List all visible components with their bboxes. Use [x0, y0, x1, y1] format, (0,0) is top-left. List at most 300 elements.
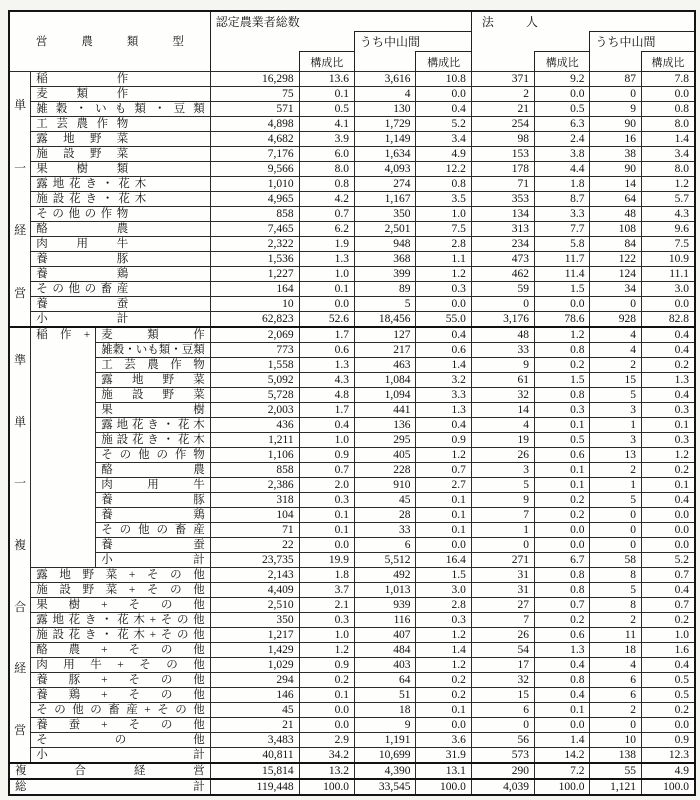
- header-spacer: [355, 52, 416, 72]
- value-cell-ratio: 3.3: [535, 207, 590, 222]
- value-cell-corporation-hilly: 0: [590, 523, 642, 538]
- value-cell-ratio: 3.8: [535, 147, 590, 162]
- value-cell-certified-total: 5,092: [210, 373, 299, 388]
- value-cell-ratio: 0.0: [535, 297, 590, 312]
- value-cell-ratio: 1.5: [535, 373, 590, 388]
- value-cell-ratio: 3.5: [416, 192, 471, 207]
- value-cell-corporation: 573: [471, 748, 534, 764]
- value-cell-corporation: 2: [471, 87, 534, 102]
- value-cell-corporation: 59: [471, 282, 534, 297]
- value-cell-ratio: 0.7: [535, 598, 590, 613]
- value-cell-certified-total: 571: [210, 102, 299, 117]
- table-row: [9, 748, 695, 764]
- value-cell-ratio: 0.0: [299, 718, 354, 733]
- value-cell-corporation: 462: [471, 267, 534, 282]
- table-row: [9, 598, 695, 613]
- value-cell-hilly-area: 399: [355, 267, 416, 282]
- strip-character: 営: [14, 286, 27, 301]
- value-cell-ratio: 4.9: [641, 763, 695, 779]
- value-cell-ratio: 0.0: [641, 87, 695, 102]
- value-cell-ratio: 0.1: [535, 418, 590, 433]
- value-cell-corporation: 26: [471, 448, 534, 463]
- value-cell-ratio: 0.1: [641, 418, 695, 433]
- value-cell-corporation: 9: [471, 358, 534, 373]
- row-label: 養 鶏: [31, 267, 211, 282]
- value-cell-corporation-hilly: 10: [590, 733, 642, 748]
- value-cell-ratio: 12.2: [416, 162, 471, 177]
- value-cell-hilly-area: 295: [355, 433, 416, 448]
- value-cell-ratio: 0.7: [641, 568, 695, 583]
- value-cell-corporation-hilly: 8: [590, 568, 642, 583]
- value-cell-corporation: 271: [471, 553, 534, 568]
- table-row: [9, 177, 695, 192]
- table-row: [9, 448, 695, 463]
- value-cell-hilly-area: 2,501: [355, 222, 416, 237]
- table-row: [9, 388, 695, 403]
- value-cell-ratio: 1.2: [416, 448, 471, 463]
- table-row: [9, 403, 695, 418]
- value-cell-ratio: 14.2: [535, 748, 590, 764]
- row-label: そ の 他 の 畜 産: [96, 523, 211, 538]
- table-row: [9, 267, 695, 282]
- row-label: そ の 他 の 作 物: [31, 207, 211, 222]
- value-cell-ratio: 0.4: [299, 418, 354, 433]
- value-cell-ratio: 0.0: [641, 508, 695, 523]
- value-cell-corporation-hilly: 1: [590, 478, 642, 493]
- value-cell-ratio: 0.4: [641, 327, 695, 343]
- table-row: [9, 628, 695, 643]
- strip-character: 合: [14, 599, 27, 614]
- value-cell-ratio: 0.2: [535, 508, 590, 523]
- value-cell-corporation-hilly: 5: [590, 493, 642, 508]
- value-cell-certified-total: 40,811: [210, 748, 299, 764]
- header-spacer: [590, 52, 642, 72]
- value-cell-ratio: 1.0: [299, 433, 354, 448]
- value-cell-corporation: 234: [471, 237, 534, 252]
- value-cell-ratio: 0.0: [535, 523, 590, 538]
- value-cell-certified-total: 21: [210, 718, 299, 733]
- value-cell-ratio: 1.3: [299, 252, 354, 267]
- value-cell-ratio: 0.7: [641, 598, 695, 613]
- value-cell-certified-total: 1,558: [210, 358, 299, 373]
- value-cell-corporation: 31: [471, 583, 534, 598]
- value-cell-hilly-area: 28: [355, 508, 416, 523]
- value-cell-corporation: 14: [471, 403, 534, 418]
- value-cell-ratio: 1.0: [416, 207, 471, 222]
- value-cell-ratio: 0.2: [416, 673, 471, 688]
- value-cell-corporation-hilly: 13: [590, 448, 642, 463]
- strip-character: 営: [14, 722, 27, 737]
- header-ratio-2: 構成比: [416, 52, 471, 72]
- header-spacer: [535, 32, 590, 52]
- value-cell-corporation-hilly: 90: [590, 117, 642, 132]
- value-cell-corporation-hilly: 2: [590, 463, 642, 478]
- value-cell-corporation: 0: [471, 718, 534, 733]
- value-cell-corporation-hilly: 55: [590, 763, 642, 779]
- value-cell-corporation: 48: [471, 327, 534, 343]
- table-row: [9, 779, 695, 795]
- value-cell-ratio: 1.8: [535, 177, 590, 192]
- value-cell-ratio: 2.8: [416, 237, 471, 252]
- header-spacer: [471, 52, 534, 72]
- value-cell-corporation: 9: [471, 493, 534, 508]
- corporation-label: 法 人: [481, 14, 538, 29]
- value-cell-ratio: 0.1: [416, 523, 471, 538]
- value-cell-ratio: 4.3: [299, 373, 354, 388]
- table-row: [9, 673, 695, 688]
- value-cell-ratio: 0.7: [299, 463, 354, 478]
- row-label: 施 設 花 き ・ 花 木: [31, 192, 211, 207]
- value-cell-corporation: 26: [471, 628, 534, 643]
- row-label: 稲 作: [31, 72, 211, 87]
- value-cell-ratio: 1.2: [641, 177, 695, 192]
- value-cell-certified-total: 318: [210, 493, 299, 508]
- management-type-strip: [9, 72, 31, 328]
- table-row: [9, 553, 695, 568]
- value-cell-certified-total: 1,106: [210, 448, 299, 463]
- value-cell-ratio: 4.3: [641, 207, 695, 222]
- value-cell-hilly-area: 116: [355, 613, 416, 628]
- value-cell-ratio: 0.5: [299, 102, 354, 117]
- value-cell-ratio: 1.5: [416, 568, 471, 583]
- value-cell-ratio: 0.0: [416, 87, 471, 102]
- value-cell-ratio: 0.3: [535, 403, 590, 418]
- value-cell-ratio: 0.1: [641, 478, 695, 493]
- value-cell-ratio: 82.8: [641, 312, 695, 328]
- row-label: 果 樹 類: [31, 162, 211, 177]
- table-row: [9, 703, 695, 718]
- strip-character: 準: [14, 353, 27, 368]
- table-row: [9, 358, 695, 373]
- value-cell-ratio: 6.3: [535, 117, 590, 132]
- value-cell-corporation-hilly: 38: [590, 147, 642, 162]
- value-cell-ratio: 1.4: [416, 358, 471, 373]
- value-cell-ratio: 3.0: [416, 583, 471, 598]
- value-cell-ratio: 0.9: [299, 448, 354, 463]
- value-cell-ratio: 3.3: [416, 388, 471, 403]
- value-cell-hilly-area: 1,167: [355, 192, 416, 207]
- value-cell-corporation-hilly: 3: [590, 403, 642, 418]
- row-label: 露 地 野 菜: [31, 132, 211, 147]
- strip-character: 一: [14, 476, 27, 491]
- value-cell-ratio: 3.7: [299, 583, 354, 598]
- value-cell-certified-total: 1,536: [210, 252, 299, 267]
- value-cell-corporation-hilly: 48: [590, 207, 642, 222]
- value-cell-corporation: 313: [471, 222, 534, 237]
- value-cell-ratio: 0.2: [416, 688, 471, 703]
- value-cell-ratio: 0.6: [299, 343, 354, 358]
- value-cell-corporation-hilly: 122: [590, 252, 642, 267]
- value-cell-ratio: 0.2: [641, 358, 695, 373]
- value-cell-ratio: 7.8: [641, 72, 695, 87]
- value-cell-corporation: 1: [471, 523, 534, 538]
- value-cell-ratio: 0.4: [641, 493, 695, 508]
- table-row: [9, 222, 695, 237]
- value-cell-ratio: 1.5: [535, 282, 590, 297]
- value-cell-hilly-area: 18,456: [355, 312, 416, 328]
- value-cell-hilly-area: 4: [355, 87, 416, 102]
- value-cell-corporation: 134: [471, 207, 534, 222]
- value-cell-ratio: 8.7: [535, 192, 590, 207]
- value-cell-ratio: 0.8: [299, 177, 354, 192]
- value-cell-certified-total: 4,898: [210, 117, 299, 132]
- row-label: 工 芸 農 作 物: [31, 117, 211, 132]
- header-spacer: [471, 32, 534, 52]
- value-cell-ratio: 0.3: [299, 613, 354, 628]
- value-cell-certified-total: 23,735: [210, 553, 299, 568]
- value-cell-ratio: 0.6: [416, 343, 471, 358]
- value-cell-corporation-hilly: 8: [590, 598, 642, 613]
- row-label: 養 豚 + そ の 他: [31, 673, 211, 688]
- value-cell-ratio: 1.4: [535, 733, 590, 748]
- value-cell-corporation-hilly: 0: [590, 718, 642, 733]
- value-cell-corporation-hilly: 84: [590, 237, 642, 252]
- value-cell-hilly-area: 350: [355, 207, 416, 222]
- value-cell-corporation: 4: [471, 418, 534, 433]
- value-cell-certified-total: 104: [210, 508, 299, 523]
- value-cell-certified-total: 2,003: [210, 403, 299, 418]
- value-cell-ratio: 1.7: [299, 403, 354, 418]
- value-cell-certified-total: 1,010: [210, 177, 299, 192]
- value-cell-ratio: 8.0: [641, 162, 695, 177]
- value-cell-ratio: 0.3: [416, 282, 471, 297]
- row-label: 肉 用 牛 + そ の 他: [31, 658, 211, 673]
- row-label: 麦 類 作: [96, 327, 211, 343]
- value-cell-certified-total: 858: [210, 463, 299, 478]
- value-cell-corporation-hilly: 90: [590, 162, 642, 177]
- value-cell-ratio: 0.4: [416, 327, 471, 343]
- row-label: 雑 穀 ・ い も 類 ・ 豆 類: [31, 102, 211, 117]
- value-cell-corporation-hilly: 14: [590, 177, 642, 192]
- value-cell-ratio: 0.1: [299, 282, 354, 297]
- value-cell-ratio: 100.0: [299, 779, 354, 795]
- value-cell-certified-total: 71: [210, 523, 299, 538]
- value-cell-ratio: 5.8: [535, 237, 590, 252]
- value-cell-ratio: 2.7: [416, 478, 471, 493]
- value-cell-ratio: 0.0: [641, 538, 695, 553]
- value-cell-corporation-hilly: 64: [590, 192, 642, 207]
- value-cell-ratio: 10.8: [416, 72, 471, 87]
- value-cell-ratio: 0.0: [416, 538, 471, 553]
- value-cell-corporation-hilly: 6: [590, 688, 642, 703]
- value-cell-ratio: 0.9: [641, 733, 695, 748]
- row-label: 養 蚕: [31, 297, 211, 312]
- value-cell-ratio: 0.0: [299, 538, 354, 553]
- table-row: [9, 207, 695, 222]
- value-cell-corporation: 3,176: [471, 312, 534, 328]
- value-cell-corporation: 254: [471, 117, 534, 132]
- value-cell-hilly-area: 463: [355, 358, 416, 373]
- value-cell-ratio: 3.2: [416, 373, 471, 388]
- table-row: [9, 343, 695, 358]
- value-cell-corporation-hilly: 108: [590, 222, 642, 237]
- value-cell-hilly-area: 484: [355, 643, 416, 658]
- row-label: 養 蚕 + そ の 他: [31, 718, 211, 733]
- table-row: [9, 72, 695, 87]
- value-cell-ratio: 0.1: [416, 493, 471, 508]
- value-cell-ratio: 0.4: [416, 102, 471, 117]
- value-cell-corporation: 178: [471, 162, 534, 177]
- value-cell-ratio: 0.3: [641, 433, 695, 448]
- row-label: 養 豚: [31, 252, 211, 267]
- row-label: そ の 他 の 畜 産 + そ の 他: [31, 703, 211, 718]
- value-cell-certified-total: 1,429: [210, 643, 299, 658]
- value-cell-ratio: 1.9: [299, 237, 354, 252]
- row-label: 施 設 野 菜: [96, 388, 211, 403]
- value-cell-hilly-area: 1,729: [355, 117, 416, 132]
- table-row: [9, 508, 695, 523]
- strip-character: 複: [14, 537, 27, 552]
- row-label: 雑 穀 ・ い も 類 ・ 豆 類: [96, 343, 211, 358]
- table-row: [9, 297, 695, 312]
- value-cell-hilly-area: 127: [355, 327, 416, 343]
- value-cell-certified-total: 16,298: [210, 72, 299, 87]
- value-cell-hilly-area: 403: [355, 658, 416, 673]
- strip-character: 経: [14, 661, 27, 676]
- value-cell-hilly-area: 5,512: [355, 553, 416, 568]
- value-cell-ratio: 1.2: [535, 327, 590, 343]
- value-cell-hilly-area: 33,545: [355, 779, 416, 795]
- table-row: [9, 87, 695, 102]
- value-cell-corporation-hilly: 15: [590, 373, 642, 388]
- value-cell-ratio: 0.1: [416, 703, 471, 718]
- value-cell-ratio: 0.1: [299, 688, 354, 703]
- value-cell-ratio: 0.5: [535, 102, 590, 117]
- value-cell-ratio: 0.1: [535, 703, 590, 718]
- value-cell-ratio: 2.0: [299, 478, 354, 493]
- value-cell-certified-total: 164: [210, 282, 299, 297]
- value-cell-hilly-area: 948: [355, 237, 416, 252]
- value-cell-ratio: 0.4: [416, 418, 471, 433]
- value-cell-certified-total: 45: [210, 703, 299, 718]
- table-row: [9, 538, 695, 553]
- strip-character: 一: [14, 160, 27, 175]
- table-row: [9, 463, 695, 478]
- value-cell-hilly-area: 130: [355, 102, 416, 117]
- table-row: [9, 102, 695, 117]
- value-cell-corporation: 4,039: [471, 779, 534, 795]
- table-row: [9, 613, 695, 628]
- value-cell-ratio: 0.6: [535, 628, 590, 643]
- value-cell-corporation: 371: [471, 72, 534, 87]
- value-cell-hilly-area: 136: [355, 418, 416, 433]
- table-row: [9, 523, 695, 538]
- value-cell-ratio: 0.1: [299, 87, 354, 102]
- row-label: 果 樹 + そ の 他: [31, 598, 211, 613]
- row-label: 露 地 野 菜: [96, 373, 211, 388]
- value-cell-certified-total: 4,965: [210, 192, 299, 207]
- value-cell-ratio: 0.2: [641, 613, 695, 628]
- value-cell-ratio: 1.3: [299, 358, 354, 373]
- value-cell-hilly-area: 4,390: [355, 763, 416, 779]
- value-cell-ratio: 0.7: [416, 463, 471, 478]
- value-cell-hilly-area: 274: [355, 177, 416, 192]
- management-type-strip: [9, 327, 31, 763]
- row-label: 施 設 野 菜 + そ の 他: [31, 583, 211, 598]
- row-label: 露 地 野 菜 + そ の 他: [31, 568, 211, 583]
- value-cell-hilly-area: 939: [355, 598, 416, 613]
- header-corporation: [471, 11, 695, 32]
- value-cell-hilly-area: 5: [355, 297, 416, 312]
- farm-type-label: 営 農 類 型: [35, 35, 184, 48]
- value-cell-ratio: 0.5: [641, 673, 695, 688]
- value-cell-hilly-area: 217: [355, 343, 416, 358]
- value-cell-ratio: 11.4: [535, 267, 590, 282]
- value-cell-hilly-area: 492: [355, 568, 416, 583]
- value-cell-ratio: 0.9: [416, 433, 471, 448]
- value-cell-hilly-area: 10,699: [355, 748, 416, 764]
- table-row: [9, 312, 695, 328]
- value-cell-ratio: 9.2: [535, 72, 590, 87]
- value-cell-ratio: 52.6: [299, 312, 354, 328]
- table-row: [9, 478, 695, 493]
- value-cell-ratio: 19.9: [299, 553, 354, 568]
- row-label: 小 計: [31, 312, 211, 328]
- value-cell-corporation-hilly: 16: [590, 132, 642, 147]
- value-cell-hilly-area: 51: [355, 688, 416, 703]
- value-cell-certified-total: 7,176: [210, 147, 299, 162]
- value-cell-ratio: 6.2: [299, 222, 354, 237]
- value-cell-ratio: 0.1: [535, 463, 590, 478]
- value-cell-ratio: 1.2: [416, 658, 471, 673]
- row-label: 養 鶏: [96, 508, 211, 523]
- value-cell-certified-total: 15,814: [210, 763, 299, 779]
- value-cell-ratio: 3.4: [641, 147, 695, 162]
- value-cell-ratio: 0.8: [641, 102, 695, 117]
- value-cell-ratio: 7.5: [641, 237, 695, 252]
- value-cell-ratio: 1.4: [641, 132, 695, 147]
- value-cell-ratio: 0.1: [299, 523, 354, 538]
- value-cell-ratio: 0.2: [535, 613, 590, 628]
- value-cell-corporation: 27: [471, 598, 534, 613]
- value-cell-corporation-hilly: 2: [590, 613, 642, 628]
- row-label: 養 鶏 + そ の 他: [31, 688, 211, 703]
- value-cell-corporation-hilly: 0: [590, 87, 642, 102]
- table-row: [9, 252, 695, 267]
- row-label: 肉 用 牛: [31, 237, 211, 252]
- value-cell-ratio: 1.3: [641, 373, 695, 388]
- row-label: 小 計: [96, 553, 211, 568]
- value-cell-certified-total: 436: [210, 418, 299, 433]
- value-cell-corporation-hilly: 58: [590, 553, 642, 568]
- value-cell-ratio: 0.3: [416, 613, 471, 628]
- value-cell-hilly-area: 405: [355, 448, 416, 463]
- value-cell-certified-total: 62,823: [210, 312, 299, 328]
- value-cell-ratio: 6.0: [299, 147, 354, 162]
- value-cell-ratio: 0.2: [535, 493, 590, 508]
- header-certified-total: 認定農業者総数: [210, 11, 471, 32]
- value-cell-ratio: 0.9: [299, 658, 354, 673]
- value-cell-ratio: 11.7: [535, 252, 590, 267]
- value-cell-ratio: 4.8: [299, 388, 354, 403]
- table-row: [9, 763, 695, 779]
- value-cell-ratio: 0.1: [535, 478, 590, 493]
- value-cell-hilly-area: 1,149: [355, 132, 416, 147]
- value-cell-ratio: 0.5: [535, 433, 590, 448]
- value-cell-hilly-area: 1,084: [355, 373, 416, 388]
- value-cell-corporation: 290: [471, 763, 534, 779]
- value-cell-ratio: 0.5: [641, 688, 695, 703]
- table-row: [9, 493, 695, 508]
- value-cell-hilly-area: 1,634: [355, 147, 416, 162]
- row-label: そ の 他 の 畜 産: [31, 282, 211, 297]
- value-cell-ratio: 0.0: [641, 718, 695, 733]
- value-cell-hilly-area: 368: [355, 252, 416, 267]
- value-cell-ratio: 0.4: [535, 688, 590, 703]
- value-cell-ratio: 3.4: [416, 132, 471, 147]
- value-cell-hilly-area: 9: [355, 718, 416, 733]
- group-label: 稲 作 +: [31, 327, 96, 568]
